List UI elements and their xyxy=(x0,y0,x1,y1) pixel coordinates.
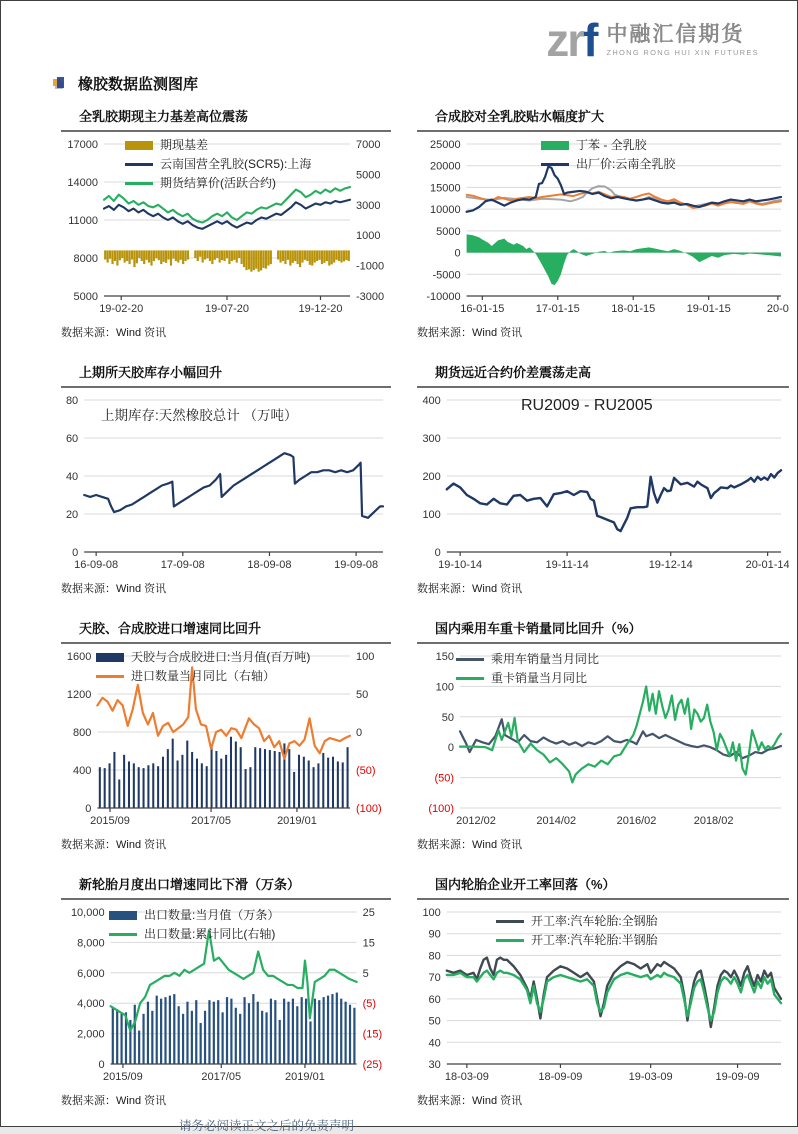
svg-text:80: 80 xyxy=(428,950,441,963)
svg-text:(15): (15) xyxy=(362,1028,383,1041)
svg-text:0: 0 xyxy=(434,547,441,559)
svg-text:5: 5 xyxy=(362,967,369,980)
svg-text:1000: 1000 xyxy=(356,230,381,243)
chart-canvas xyxy=(61,394,391,572)
svg-text:19-09-09: 19-09-09 xyxy=(715,1071,760,1083)
svg-text:0: 0 xyxy=(72,547,79,559)
svg-text:400: 400 xyxy=(73,765,92,777)
svg-text:18-03-09: 18-03-09 xyxy=(444,1071,489,1083)
svg-text:-5000: -5000 xyxy=(432,269,461,282)
svg-text:15: 15 xyxy=(362,937,375,950)
legend-item xyxy=(125,157,311,172)
section-head xyxy=(53,73,789,94)
legend-label: 乘用车销量当月同比 xyxy=(491,652,600,666)
legend-swatch-line-icon xyxy=(96,675,124,678)
svg-text:15000: 15000 xyxy=(430,182,461,195)
legend-item xyxy=(456,671,599,686)
page-footer xyxy=(61,1116,789,1134)
svg-text:-3000: -3000 xyxy=(356,291,385,303)
chart-canvas xyxy=(417,906,789,1084)
chart-block-8 xyxy=(417,874,789,1108)
svg-text:2015/09: 2015/09 xyxy=(90,815,130,827)
svg-text:3000: 3000 xyxy=(356,199,381,212)
legend-swatch-line-icon xyxy=(541,163,569,166)
svg-text:17-09-08: 17-09-08 xyxy=(160,559,205,571)
legend-label: 进口数量当月同比（右轴） xyxy=(131,669,276,683)
svg-text:19-11-14: 19-11-14 xyxy=(545,559,589,571)
legend-swatch-bar-icon xyxy=(109,911,137,920)
svg-text:19-10-14: 19-10-14 xyxy=(438,559,483,571)
svg-text:100: 100 xyxy=(435,681,454,694)
legend-label: 天胶与合成胶进口:当月值(百万吨) xyxy=(131,650,311,664)
chart-title: 新轮胎月度出口增速同比下滑（万条） xyxy=(61,874,391,900)
chart-block-6 xyxy=(417,618,789,852)
data-source-label: 数据来源：Wind 资讯 xyxy=(417,327,523,339)
chart-title: 合成胶对全乳胶贴水幅度扩大 xyxy=(417,106,789,132)
company-names xyxy=(606,23,759,57)
logo-zrf-mark xyxy=(546,14,597,66)
legend-item xyxy=(541,157,675,172)
series-area xyxy=(467,234,781,285)
svg-text:70: 70 xyxy=(428,972,441,985)
svg-text:30: 30 xyxy=(428,1059,441,1071)
legend-item xyxy=(496,933,658,948)
svg-text:2016/02: 2016/02 xyxy=(616,815,657,827)
chart-canvas xyxy=(417,138,789,316)
data-source-label: 数据来源：Wind 资讯 xyxy=(61,583,167,595)
svg-text:2019/01: 2019/01 xyxy=(277,815,317,827)
svg-text:0: 0 xyxy=(85,803,92,815)
company-name-en: ZHONG RONG HUI XIN FUTURES xyxy=(606,48,759,58)
legend-item xyxy=(125,176,311,191)
svg-text:80: 80 xyxy=(65,395,79,407)
svg-text:-1000: -1000 xyxy=(356,260,385,273)
svg-text:0: 0 xyxy=(356,727,363,739)
svg-text:2017/05: 2017/05 xyxy=(201,1071,242,1083)
series-line xyxy=(447,470,781,531)
legend-item xyxy=(541,138,675,153)
svg-text:11000: 11000 xyxy=(68,215,98,227)
svg-text:25: 25 xyxy=(362,907,375,919)
chart-legend xyxy=(521,396,653,416)
series-bars xyxy=(104,250,350,271)
logo-f-text: f xyxy=(583,14,597,66)
legend-label: 开工率:汽车轮胎:全钢胎 xyxy=(531,914,658,928)
data-source-label: 数据来源：Wind 资讯 xyxy=(417,839,523,851)
legend-swatch-line-icon xyxy=(125,182,153,185)
chart-block-1 xyxy=(61,106,391,340)
chart-title: 全乳胶期现主力基差高位震荡 xyxy=(61,106,391,132)
svg-text:60: 60 xyxy=(65,433,79,445)
svg-text:20-0: 20-0 xyxy=(766,303,789,315)
series-bars xyxy=(99,737,349,808)
svg-text:2019/01: 2019/01 xyxy=(285,1071,325,1083)
legend-swatch-line-icon xyxy=(109,933,137,936)
legend-swatch-line-icon xyxy=(125,163,153,166)
chart-block-4 xyxy=(417,362,789,596)
legend-item xyxy=(456,652,599,667)
svg-text:20: 20 xyxy=(65,509,79,521)
svg-text:20-01-14: 20-01-14 xyxy=(745,559,789,571)
series-line xyxy=(447,958,781,1027)
svg-text:50: 50 xyxy=(356,689,369,701)
svg-text:400: 400 xyxy=(422,395,441,407)
svg-text:1600: 1600 xyxy=(66,651,92,663)
chart-title: 国内乘用车重卡销量同比回升（%） xyxy=(417,618,789,644)
legend-label: 出口数量:累计同比(右轴) xyxy=(144,927,276,941)
svg-text:19-01-15: 19-01-15 xyxy=(686,303,731,315)
legend-label: 期现基差 xyxy=(160,138,209,152)
svg-text:19-07-20: 19-07-20 xyxy=(204,303,250,315)
svg-text:100: 100 xyxy=(422,907,441,919)
chart-svg xyxy=(417,394,789,572)
legend-item xyxy=(96,650,310,665)
legend-label: 期货结算价(活跃合约) xyxy=(160,176,276,190)
svg-text:2018/02: 2018/02 xyxy=(693,815,734,827)
svg-text:8000: 8000 xyxy=(73,253,98,265)
svg-text:18-09-08: 18-09-08 xyxy=(247,559,292,571)
data-source-label: 数据来源：Wind 资讯 xyxy=(61,839,167,851)
chart-title: 国内轮胎企业开工率回落（%） xyxy=(417,874,789,900)
section-title: 橡胶数据监测图库 xyxy=(78,76,199,93)
svg-text:40: 40 xyxy=(428,1037,441,1050)
legend-item xyxy=(496,914,658,929)
chart-legend xyxy=(125,138,311,191)
svg-text:60: 60 xyxy=(428,993,441,1006)
data-source-label: 数据来源：Wind 资讯 xyxy=(61,1095,167,1107)
page-header xyxy=(61,11,789,69)
svg-text:300: 300 xyxy=(422,433,441,445)
svg-text:-10000: -10000 xyxy=(426,291,461,303)
svg-text:10000: 10000 xyxy=(430,204,461,217)
legend-label: 云南国营全乳胶(SCR5):上海 xyxy=(160,157,312,171)
series-line xyxy=(460,686,781,782)
svg-text:19-12-14: 19-12-14 xyxy=(648,559,693,571)
svg-text:800: 800 xyxy=(73,727,92,739)
svg-text:90: 90 xyxy=(428,928,441,941)
svg-text:2015/09: 2015/09 xyxy=(103,1071,143,1083)
svg-text:19-12-20: 19-12-20 xyxy=(298,303,343,315)
legend-item xyxy=(125,138,311,153)
series-line xyxy=(84,453,383,518)
svg-text:17000: 17000 xyxy=(67,139,98,151)
legend-item xyxy=(96,669,310,684)
legend-item xyxy=(109,927,279,942)
legend-label: 上期库存:天然橡胶总计 （万吨） xyxy=(101,408,298,423)
svg-text:17-01-15: 17-01-15 xyxy=(535,303,580,315)
section-bullet-icon xyxy=(53,77,66,90)
chart-canvas xyxy=(61,906,391,1084)
legend-item xyxy=(109,908,279,923)
legend-label: RU2009 - RU2005 xyxy=(521,397,653,414)
chart-canvas xyxy=(417,650,789,828)
legend-label: 重卡销量当月同比 xyxy=(491,671,588,685)
svg-text:4,000: 4,000 xyxy=(77,998,105,1011)
legend-label: 丁苯 - 全乳胶 xyxy=(576,138,647,152)
svg-text:19-02-20: 19-02-20 xyxy=(99,303,144,315)
charts-grid xyxy=(61,106,789,1108)
svg-text:0: 0 xyxy=(447,742,454,755)
chart-legend xyxy=(496,914,658,948)
svg-text:50: 50 xyxy=(441,711,454,724)
svg-text:5000: 5000 xyxy=(356,169,381,182)
legend-item xyxy=(101,408,298,425)
svg-text:0: 0 xyxy=(98,1059,105,1071)
svg-text:50: 50 xyxy=(428,1015,441,1028)
svg-text:100: 100 xyxy=(356,651,375,663)
svg-text:16-09-08: 16-09-08 xyxy=(74,559,119,571)
series-line xyxy=(467,167,781,212)
svg-text:20000: 20000 xyxy=(430,160,461,173)
legend-swatch-line-icon xyxy=(496,920,524,923)
svg-text:14000: 14000 xyxy=(67,177,98,189)
data-source-label: 数据来源：Wind 资讯 xyxy=(417,1095,523,1107)
svg-text:7000: 7000 xyxy=(356,139,381,151)
svg-text:6,000: 6,000 xyxy=(77,967,105,980)
chart-legend xyxy=(541,138,675,172)
svg-text:1200: 1200 xyxy=(66,689,92,701)
svg-text:0: 0 xyxy=(454,247,461,260)
svg-text:(50): (50) xyxy=(356,765,376,777)
data-source-label: 数据来源：Wind 资讯 xyxy=(417,583,523,595)
svg-text:5000: 5000 xyxy=(73,291,98,303)
chart-legend xyxy=(101,408,298,425)
logo-zr-text: zr xyxy=(546,14,584,66)
legend-swatch-bar-icon xyxy=(541,141,569,150)
svg-text:(100): (100) xyxy=(356,803,382,815)
chart-legend xyxy=(456,652,599,686)
chart-legend xyxy=(109,908,279,942)
chart-block-5 xyxy=(61,618,391,852)
legend-label: 出口数量:当月值（万条） xyxy=(144,908,280,922)
svg-text:(100): (100) xyxy=(428,803,454,815)
svg-text:200: 200 xyxy=(422,471,441,483)
svg-text:19-09-08: 19-09-08 xyxy=(334,559,379,571)
svg-text:2014/02: 2014/02 xyxy=(536,815,577,827)
legend-swatch-line-icon xyxy=(456,677,484,680)
svg-text:40: 40 xyxy=(65,471,79,483)
data-source-label: 数据来源：Wind 资讯 xyxy=(61,327,167,339)
chart-title: 天胶、合成胶进口增速同比回升 xyxy=(61,618,391,644)
chart-title: 上期所天胶库存小幅回升 xyxy=(61,362,391,388)
chart-block-7 xyxy=(61,874,391,1108)
legend-swatch-line-icon xyxy=(456,658,484,661)
svg-text:10,000: 10,000 xyxy=(70,907,105,919)
svg-text:(50): (50) xyxy=(434,772,454,785)
chart-canvas xyxy=(417,394,789,572)
svg-text:(5): (5) xyxy=(362,998,377,1011)
svg-text:2012/02: 2012/02 xyxy=(456,815,496,827)
svg-text:25000: 25000 xyxy=(430,139,461,151)
svg-text:16-01-15: 16-01-15 xyxy=(460,303,505,315)
svg-text:8,000: 8,000 xyxy=(77,937,105,950)
legend-swatch-bar-icon xyxy=(125,141,153,150)
chart-title: 期货远近合约价差震荡走高 xyxy=(417,362,789,388)
legend-label: 出厂价:云南全乳胶 xyxy=(576,157,676,171)
svg-text:18-01-15: 18-01-15 xyxy=(611,303,656,315)
svg-text:100: 100 xyxy=(422,509,441,521)
chart-canvas xyxy=(61,650,391,828)
legend-item xyxy=(521,396,653,416)
legend-swatch-bar-icon xyxy=(96,653,124,662)
svg-text:150: 150 xyxy=(435,651,454,663)
chart-block-3 xyxy=(61,362,391,596)
svg-text:5000: 5000 xyxy=(436,225,461,238)
chart-block-2 xyxy=(417,106,789,340)
chart-legend xyxy=(96,650,310,684)
company-name-cn: 中融汇信期货 xyxy=(606,22,745,46)
svg-text:18-09-09: 18-09-09 xyxy=(538,1071,583,1083)
legend-swatch-line-icon xyxy=(496,939,524,942)
svg-text:(25): (25) xyxy=(362,1059,383,1071)
svg-text:2,000: 2,000 xyxy=(77,1028,105,1041)
disclaimer-note: 请务必阅读正文之后的免责声明 xyxy=(179,1119,355,1133)
chart-canvas xyxy=(61,138,391,316)
company-logo xyxy=(546,14,759,66)
legend-label: 开工率:汽车轮胎:半钢胎 xyxy=(531,933,658,947)
svg-text:2017/05: 2017/05 xyxy=(191,815,231,827)
svg-text:19-03-09: 19-03-09 xyxy=(628,1071,673,1083)
